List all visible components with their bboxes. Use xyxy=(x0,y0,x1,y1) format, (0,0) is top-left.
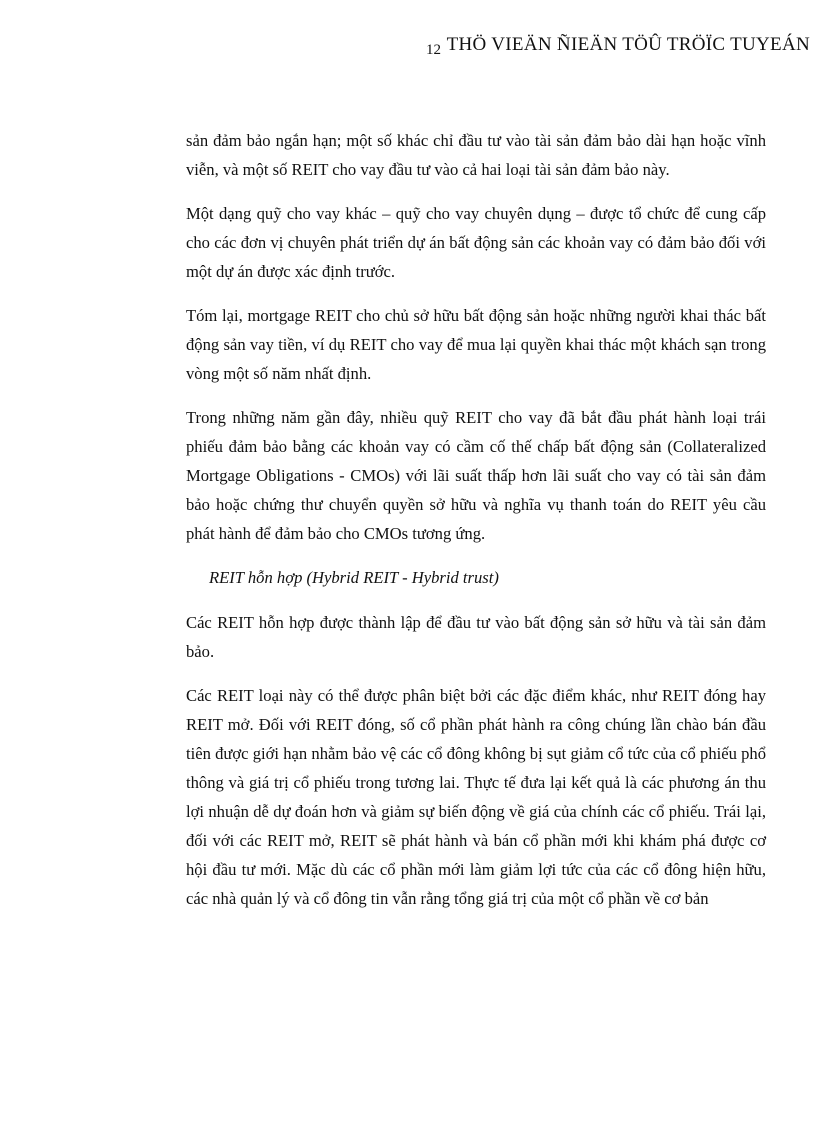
paragraph-3: Tóm lại, mortgage REIT cho chủ sở hữu bất động sản hoặc những người khai thác bất động sản vay tiền, ví dụ REIT cho vay để mua lại quyền khai thác một khách sạn trong vòng một số năm nhất định. xyxy=(186,306,766,383)
page-number: 12 xyxy=(426,42,441,58)
paragraph-4: Trong những năm gần đây, nhiều quỹ REIT cho vay đã bắt đầu phát hành loại trái phiếu đảm bảo bằng các khoản vay có cầm cố thế chấp bất động sản (Collateralized Mortgage Obligations - CMOs) với lãi suất thấp hơn lãi suất cho vay có tài sản đảm bảo hoặc chứng thư chuyển quyền sở hữu và nghĩa vụ thanh toán do REIT yêu cầu phát hành để đảm bảo cho CMOs tương ứng. xyxy=(186,408,766,543)
paragraph-6: Các REIT loại này có thể được phân biệt bởi các đặc điểm khác, như REIT đóng hay REIT mở. Đối với REIT đóng, số cổ phần phát hành ra công chúng lần chào bán đầu tiên được giới hạn nhằm bảo vệ các cổ đông không bị sụt giảm cổ tức của cổ phiếu phổ thông và giá trị cổ phiếu trong tương lai. Thực tế đưa lại kết quả là các phương án thu lợi nhuận dễ dự đoán hơn và giảm sự biến động về giá của chính các cổ phiếu. Trái lại, đối với các REIT mở, REIT sẽ phát hành và bán cổ phần mới khi khám phá được cơ hội đầu tư mới. Mặc dù các cổ phần mới làm giảm lợi tức của các cổ đông hiện hữu, các nhà quản lý và cổ đông tin vẫn rằng tổng giá trị của một cổ phần về cơ bản xyxy=(186,686,766,908)
running-header: THÖ VIEÄN ÑIEÄN TÖÛ TRÖÏC TUYEÁN xyxy=(446,34,810,55)
paragraph-2: Một dạng quỹ cho vay khác – quỹ cho vay chuyên dụng – được tổ chức để cung cấp cho các đơn vị chuyên phát triển dự án bất động sản các khoản vay có đảm bảo đối với một dự án được xác định trước. xyxy=(186,204,766,281)
paragraph-5: Các REIT hỗn hợp được thành lập để đầu tư vào bất động sản sở hữu và tài sản đảm bảo. xyxy=(186,613,766,661)
document-body xyxy=(186,126,766,928)
section-subheading: REIT hỗn hợp (Hybrid REIT - Hybrid trust) xyxy=(209,568,499,587)
paragraph-1: sản đảm bảo ngắn hạn; một số khác chỉ đầu tư vào tài sản đảm bảo dài hạn hoặc vĩnh viễn, và một số REIT cho vay đầu tư vào cả hai loại tài sản đảm bảo này. xyxy=(186,131,766,179)
